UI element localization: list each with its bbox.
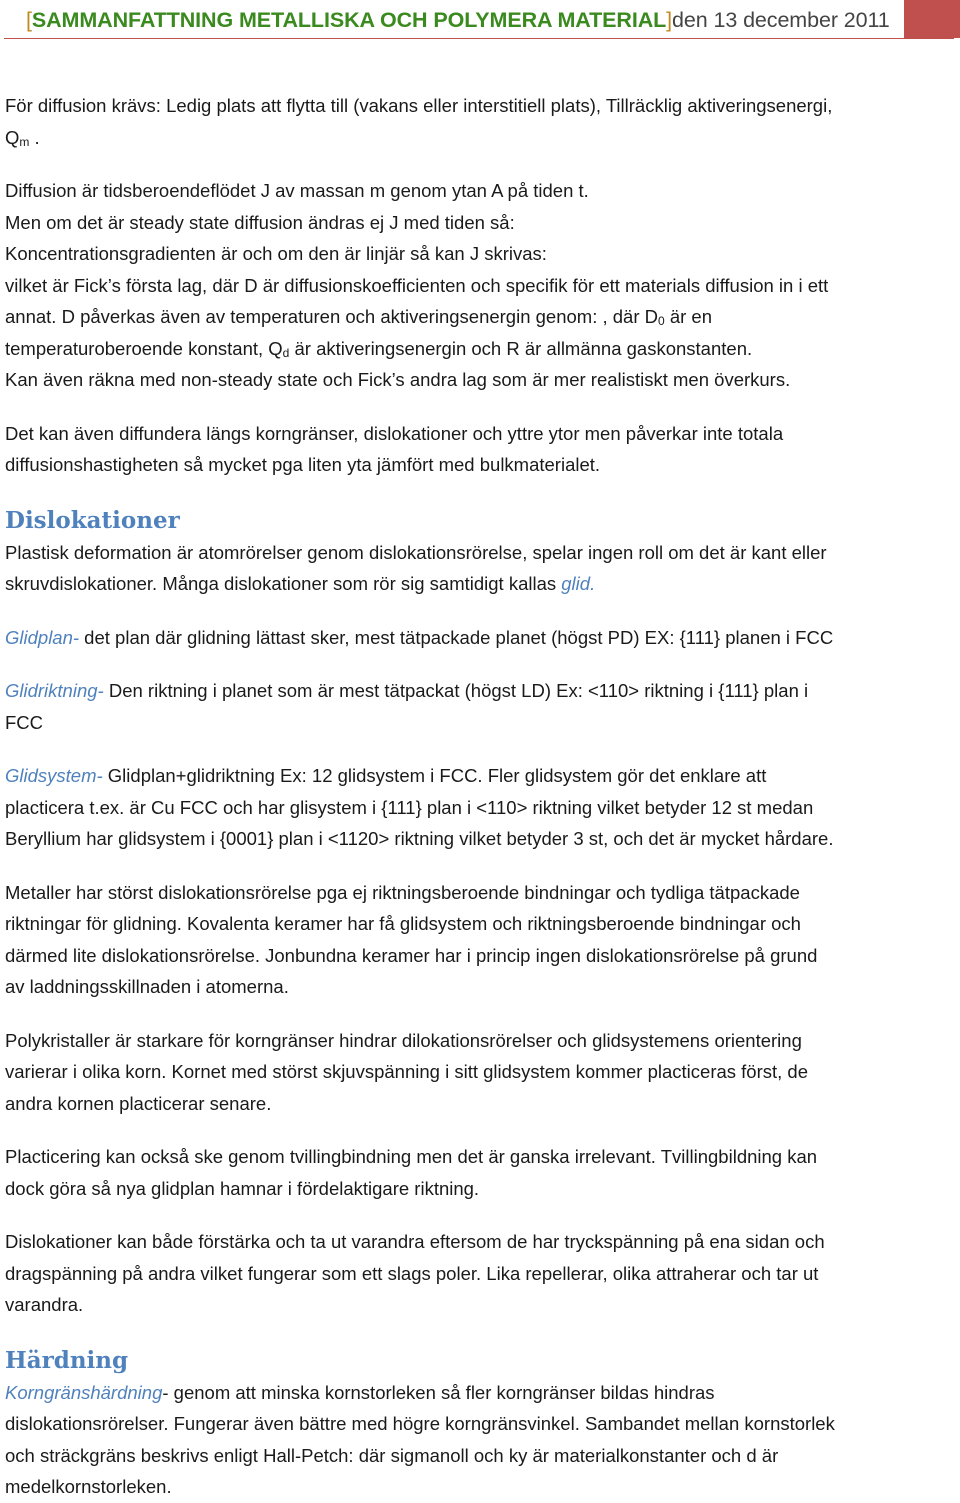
glidsystem-line-1 bbox=[5, 760, 957, 792]
header-open-bracket: [ bbox=[26, 8, 32, 32]
disl-line-3: varandra. bbox=[5, 1294, 84, 1315]
line8-suffix: är aktiveringsenergin och R är allmänna gaskonstanten. bbox=[289, 337, 753, 359]
korngranshardning-definition: - genom att minska kornstorleken så fler korngränser bildas hindras bbox=[162, 1381, 715, 1403]
line7-text: annat. D påverkas även av temperaturen och aktiveringsenergin genom: , där D bbox=[5, 306, 659, 327]
poly-line-1: Polykristaller är starkare för korngränser hindrar dilokationsrörelser och glidsystemens orientering bbox=[5, 1029, 802, 1051]
poly-line-3: andra kornen placticerar senare. bbox=[5, 1092, 272, 1114]
metaller-line-1: Metaller har störst dislokationsrörelse pga ej riktningsberoende bindningar och tydliga tätpackade bbox=[5, 881, 800, 903]
diffusion-line-9: Kan även räkna med non-steady state och Fick’s andra lag som är mer realistiskt men överkurs. bbox=[5, 369, 791, 390]
qd-subscript: d bbox=[282, 345, 290, 360]
plastisk-text: skruvdislokationer. Många dislokationer som rör sig samtidigt kallas bbox=[5, 573, 562, 594]
line7-suffix: är en bbox=[664, 306, 713, 327]
diffusion-line-11: diffusionshastigheten så mycket pga liten yta jämfört med bulkmaterialet. bbox=[5, 454, 601, 475]
metaller-line-4: av laddningsskillnaden i atomerna. bbox=[5, 976, 289, 997]
header-corner-accent bbox=[904, 0, 960, 38]
metaller-line-2: riktningar för glidning. Kovalenta keramer har få glidsystem och riktningsberoende bindningar och bbox=[5, 913, 801, 934]
heading-hardning: Härdning bbox=[5, 1346, 129, 1374]
glidriktning-line-2: FCC bbox=[5, 711, 44, 733]
metaller-line-3: därmed lite dislokationsrörelse. Jonbundna keramer har i princip ingen dislokationsrörelse på grund bbox=[5, 944, 818, 966]
hardning-line-1 bbox=[5, 1377, 957, 1409]
term-glidsystem: Glidsystem- bbox=[5, 765, 103, 786]
plast-line-2: dock göra så nya glidplan hamnar i fördelaktigare riktning. bbox=[5, 1177, 480, 1199]
hardning-line-4: medelkornstorleken. bbox=[5, 1476, 172, 1497]
q-subscript: m bbox=[19, 134, 30, 149]
header-close-bracket: ] bbox=[666, 8, 673, 32]
diffusion-line-5: Koncentrationsgradienten är och om den är linjär så kan J skrivas: bbox=[5, 243, 547, 264]
diffusion-line-7 bbox=[5, 301, 957, 333]
glidriktning-line-1 bbox=[5, 675, 957, 707]
term-glidplan: Glidplan- bbox=[5, 626, 80, 648]
page-header bbox=[0, 0, 960, 40]
diffusion-line-2 bbox=[5, 122, 957, 154]
plastisk-line-2 bbox=[5, 568, 957, 600]
diffusion-line-10: Det kan även diffundera längs korngränser, dislokationer och yttre ytor men påverkar inte totala bbox=[5, 422, 784, 444]
q-suffix: . bbox=[29, 126, 40, 148]
term-korngranshardning: Korngränshärdning bbox=[5, 1381, 163, 1403]
header-title: SAMMANFATTNING METALLISKA OCH POLYMERA MATERIAL bbox=[31, 8, 667, 32]
diffusion-line-1: För diffusion krävs: Ledig plats att flytta till (vakans eller interstitiell plats), Tillräcklig aktiveringsenergi, bbox=[5, 95, 833, 116]
header-rule bbox=[4, 38, 954, 39]
hardning-line-3: och sträckgräns beskrivs enligt Hall-Petch: där sigmanoll och ky är materialkonstanter och d är bbox=[5, 1444, 779, 1466]
diffusion-line-3: Diffusion är tidsberoendeflödet J av massan m genom ytan A på tiden t. bbox=[5, 180, 589, 201]
glidriktning-definition: Den riktning i planet som är mest tätpackat (högst LD) Ex: <110> riktning i {111} plan i bbox=[103, 680, 809, 701]
q-symbol: Q bbox=[5, 126, 20, 148]
plast-line-1: Placticering kan också ske genom tvillingbindning men det är ganska irrelevant. Tvillingbildning kan bbox=[5, 1146, 818, 1167]
d0-subscript: 0 bbox=[658, 314, 665, 328]
glidplan-line bbox=[5, 622, 957, 654]
document-body bbox=[5, 90, 957, 1503]
term-glid: glid. bbox=[561, 573, 596, 594]
glidsystem-line-2: placticera t.ex. är Cu FCC och har glisystem i {111} plan i <110> riktning vilket betyder 12 st medan bbox=[5, 796, 814, 818]
diffusion-line-8 bbox=[5, 333, 957, 365]
diffusion-line-4: Men om det är steady state diffusion ändras ej J med tiden så: bbox=[5, 211, 515, 233]
disl-line-2: dragspänning på andra vilket fungerar som ett slags poler. Lika repellerar, olika attraherar och tar ut bbox=[5, 1262, 819, 1284]
glidsystem-line-3: Beryllium har glidsystem i {0001} plan i <1120> riktning vilket betyder 3 st, och det är mycket hårdare. bbox=[5, 828, 834, 849]
plastisk-line-1: Plastisk deformation är atomrörelser genom dislokationsrörelse, spelar ingen roll om det är kant eller bbox=[5, 541, 827, 563]
disl-line-1: Dislokationer kan både förstärka och ta ut varandra eftersom de har tryckspänning på ena sidan och bbox=[5, 1231, 825, 1252]
header-date: den 13 december 2011 bbox=[672, 8, 890, 32]
line8-text: temperaturoberoende konstant, Q bbox=[5, 337, 283, 359]
glidplan-definition: det plan där glidning lättast sker, mest tätpackade planet (högst PD) EX: {111} planen i FCC bbox=[79, 626, 834, 648]
poly-line-2: varierar i olika korn. Kornet med störst skjuvspänning i sitt glidsystem kommer placticeras först, de bbox=[5, 1061, 808, 1082]
glidsystem-definition: Glidplan+glidriktning Ex: 12 glidsystem i FCC. Fler glidsystem gör det enklare att bbox=[102, 765, 767, 786]
diffusion-line-6: vilket är Fick’s första lag, där D är diffusionskoefficienten och specifik för ett materials diffusion in i ett bbox=[5, 274, 829, 296]
heading-dislokationer: Dislokationer bbox=[5, 506, 180, 534]
header-text bbox=[26, 8, 890, 33]
hardning-line-2: dislokationsrörelser. Fungerar även bättre med högre korngränsvinkel. Sambandet mellan kornstorlek bbox=[5, 1413, 835, 1434]
term-glidriktning: Glidriktning- bbox=[5, 680, 104, 701]
